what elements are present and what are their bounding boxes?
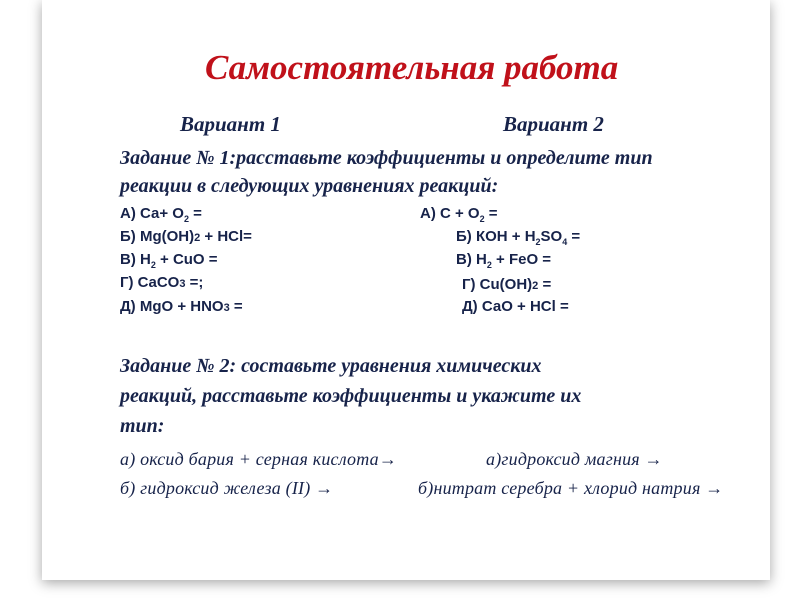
- slide-title: Самостоятельная работа: [205, 48, 619, 87]
- task2-item-a2: а)гидроксид магния →: [486, 449, 663, 469]
- reaction-v1-e: Д) MgO + HNO3 =: [120, 298, 243, 315]
- task2-line3: тип:: [120, 415, 165, 437]
- reaction-v2-b: Б) КОН + $Н_2SO_4$ =: [456, 228, 581, 247]
- reaction-v1-b: Б) Мg(OH)2 + HCl=: [120, 228, 252, 245]
- task2-line2: реакций, расставьте коэффициенты и укажите их: [120, 385, 582, 407]
- task1-line1: Задание № 1:расставьте коэффициенты и определите тип: [120, 147, 653, 169]
- task2-line1: Задание № 2: составьте уравнения химических: [120, 355, 542, 377]
- variant-1-heading: Вариант 1: [180, 112, 281, 136]
- task2-item-a1: а) оксид бария + серная кислота→: [120, 449, 398, 469]
- task2-item-b2: б)нитрат серебра + хлорид натрия →: [418, 478, 724, 498]
- reaction-v2-c: В) $Н_2$ + FeO =: [456, 251, 552, 270]
- task2-item-b1: б) гидроксид железа (II) →: [120, 478, 334, 498]
- reaction-v1-a: А) $Са+ О_2$ =: [120, 205, 202, 224]
- variant-2-heading: Вариант 2: [503, 112, 604, 136]
- reaction-v2-a: А) $С + О_2$ =: [420, 205, 498, 224]
- task1-line2: реакции в следующих уравнениях реакций:: [120, 175, 499, 197]
- reaction-v1-c: В) $Н_2$ + CuO =: [120, 251, 218, 270]
- reaction-v2-e: Д) СаО + НСl =: [462, 298, 569, 315]
- reaction-v1-d: Г) CaCO3 =;: [120, 274, 204, 291]
- reaction-v2-d: Г) Cu(OH)2 =: [462, 276, 552, 293]
